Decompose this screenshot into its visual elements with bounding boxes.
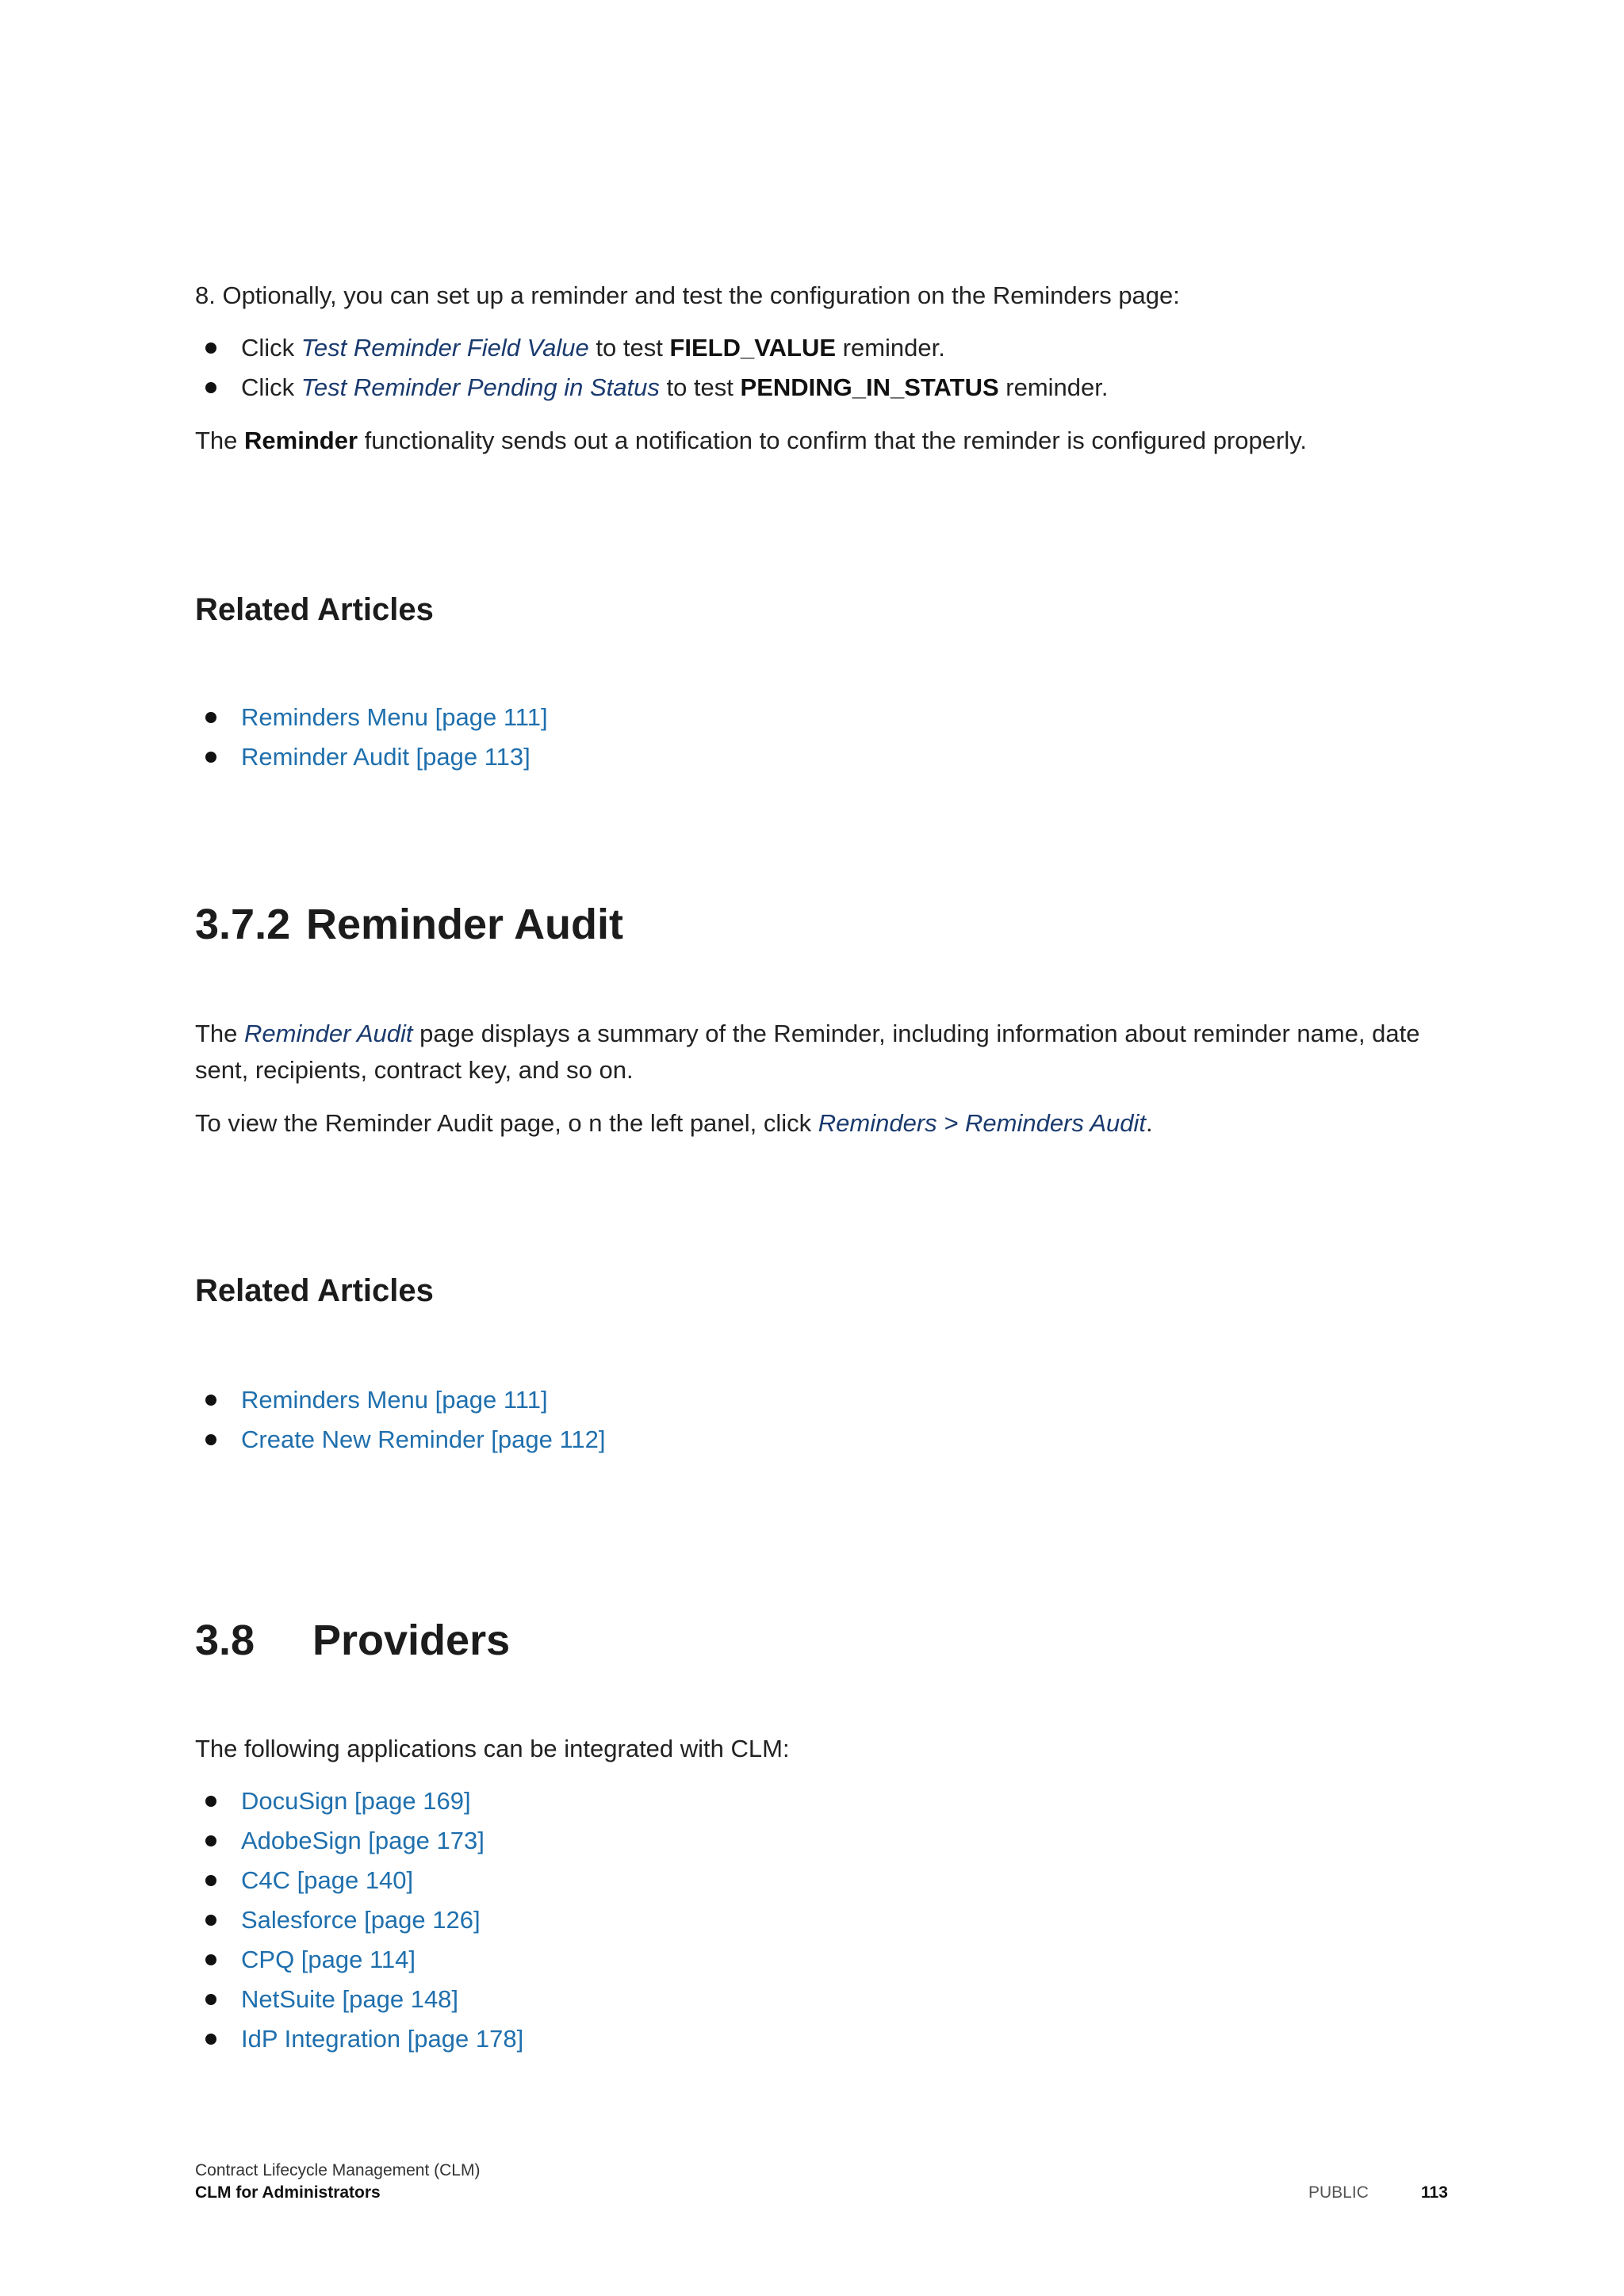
bullet-icon bbox=[205, 1835, 216, 1846]
list-item bbox=[195, 1781, 1147, 1821]
reminder-audit-term: Reminder Audit bbox=[244, 1020, 413, 1047]
bullet-icon bbox=[205, 1434, 216, 1445]
step-8-bullets bbox=[195, 328, 1464, 408]
list-item bbox=[195, 2019, 1147, 2059]
related-articles-heading: Related Articles bbox=[195, 1273, 434, 1308]
list-item bbox=[195, 737, 1147, 777]
list-item bbox=[195, 1380, 1147, 1420]
bullet-icon bbox=[205, 1915, 216, 1926]
test-reminder-pending-in-status-link[interactable]: Test Reminder Pending in Status bbox=[301, 373, 660, 401]
document-subtitle: CLM for Administrators bbox=[195, 2183, 381, 2202]
list-item bbox=[195, 698, 1147, 737]
bullet-icon bbox=[205, 712, 216, 723]
bullet-icon bbox=[205, 382, 216, 393]
list-item bbox=[195, 1861, 1147, 1900]
bullet-icon bbox=[205, 1395, 216, 1406]
reminder-audit-link[interactable]: Reminder Audit [page 113] bbox=[241, 743, 530, 771]
reminder-audit-description: The Reminder Audit page displays a summary of the Reminder, including information about reminder name, date sent, recipients, contract key, and so on. bbox=[195, 1020, 1420, 1084]
docusign-link[interactable]: DocuSign [page 169] bbox=[241, 1787, 471, 1815]
list-item bbox=[195, 1900, 1147, 1940]
related-articles-list bbox=[195, 1380, 1147, 1460]
classification-label: PUBLIC bbox=[1308, 2183, 1369, 2202]
list-item bbox=[195, 1420, 1147, 1460]
page-footer-title bbox=[195, 2160, 480, 2204]
salesforce-link[interactable]: Salesforce [page 126] bbox=[241, 1906, 481, 1934]
section-heading-3-8: 3.8 Providers bbox=[195, 1617, 511, 1664]
document-title: Contract Lifecycle Management (CLM) bbox=[195, 2161, 481, 2179]
bullet-icon bbox=[205, 2034, 216, 2045]
list-item bbox=[195, 1980, 1147, 2019]
reminders-audit-path[interactable]: Reminders > Reminders Audit bbox=[818, 1109, 1146, 1137]
list-item bbox=[195, 1940, 1147, 1980]
create-new-reminder-link[interactable]: Create New Reminder [page 112] bbox=[241, 1425, 606, 1453]
step-8-intro: 8. Optionally, you can set up a reminder and test the configuration on the Reminders page: bbox=[195, 281, 1180, 309]
page-number: 113 bbox=[1421, 2183, 1448, 2202]
cpq-link[interactable]: CPQ [page 114] bbox=[241, 1946, 416, 1973]
bullet-icon bbox=[205, 1954, 216, 1965]
netsuite-link[interactable]: NetSuite [page 148] bbox=[241, 1985, 459, 2013]
list-item bbox=[195, 1821, 1147, 1861]
reminder-note: The Reminder functionality sends out a notification to confirm that the reminder is configured properly. bbox=[195, 427, 1308, 454]
test-reminder-field-value-link[interactable]: Test Reminder Field Value bbox=[301, 334, 589, 362]
bullet-icon bbox=[205, 342, 216, 354]
reminders-menu-link[interactable]: Reminders Menu [page 111] bbox=[241, 703, 548, 731]
providers-list bbox=[195, 1781, 1147, 2059]
reminder-audit-navigation: To view the Reminder Audit page, o n the left panel, click Reminders > Reminders Audit. bbox=[195, 1109, 1153, 1137]
bullet-icon bbox=[205, 752, 216, 763]
c4c-link[interactable]: C4C [page 140] bbox=[241, 1866, 414, 1894]
list-item: Click Test Reminder Field Value to test FIELD_VALUE reminder. bbox=[195, 328, 1464, 368]
bullet-icon bbox=[205, 1994, 216, 2005]
section-heading-3-7-2: 3.7.2 Reminder Audit bbox=[195, 901, 624, 948]
list-item: Click Test Reminder Pending in Status to test PENDING_IN_STATUS reminder. bbox=[195, 368, 1464, 408]
bullet-icon bbox=[205, 1875, 216, 1886]
bullet-icon bbox=[205, 1796, 216, 1807]
idp-integration-link[interactable]: IdP Integration [page 178] bbox=[241, 2025, 524, 2053]
adobesign-link[interactable]: AdobeSign [page 173] bbox=[241, 1827, 485, 1854]
related-articles-heading: Related Articles bbox=[195, 592, 434, 627]
providers-intro: The following applications can be integrated with CLM: bbox=[195, 1735, 790, 1762]
related-articles-list bbox=[195, 698, 1147, 777]
reminders-menu-link[interactable]: Reminders Menu [page 111] bbox=[241, 1386, 548, 1414]
